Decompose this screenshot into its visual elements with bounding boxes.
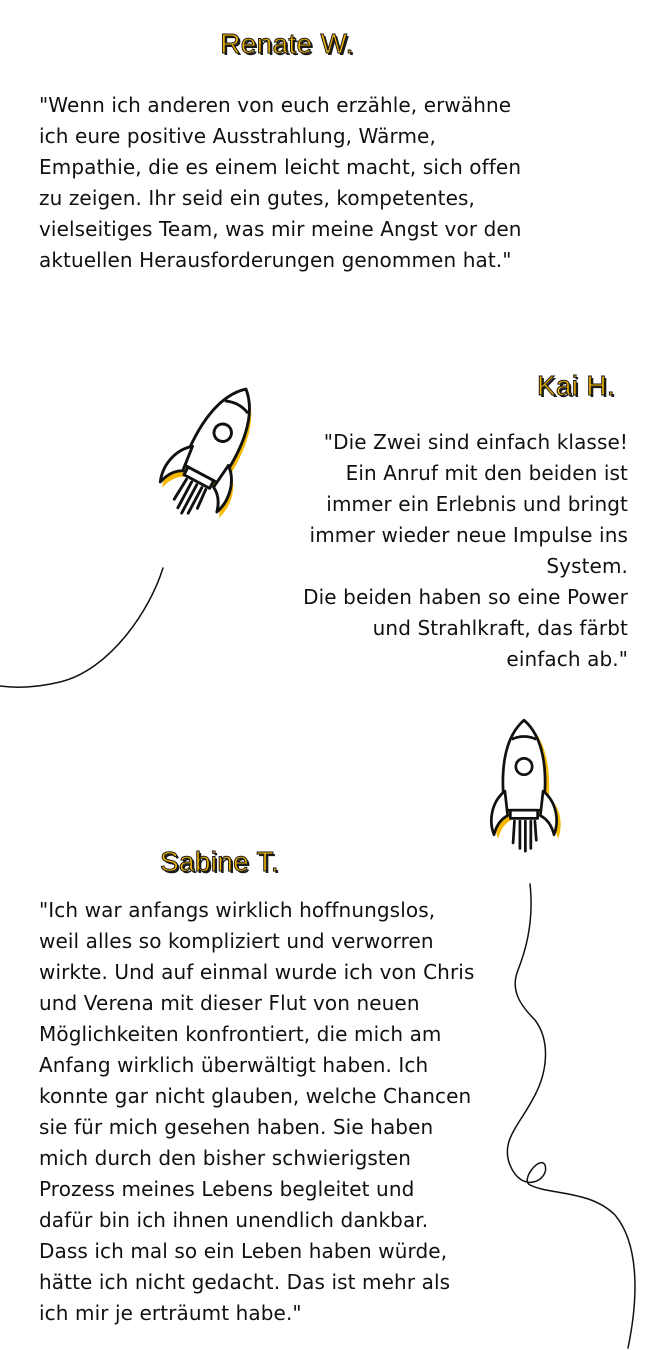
testimonial-name-sabine: Sabine T. [160,846,279,877]
testimonial-quote-sabine: "Ich war anfangs wirklich hoffnungslos, weil alles so kompliziert und verworren wirkte. Und auf einmal wurde ich von Chris und Verena mit dieser Flut von neuen Möglichkeiten konfrontiert, die mich am Anfang wirklich überwältigt haben. Ich konnte gar nicht glauben, welche Chancen sie für mich gesehen haben. Sie haben mich durch den bisher schwierigsten Prozess meines Lebens begleitet und dafür bin ich ihnen unendlich dankbar. Dass ich mal so ein Leben haben würde, hätte ich nicht gedacht. Das ist mehr als ich mir je erträumt habe." [39,898,475,1325]
testimonial-quote-renate: "Wenn ich anderen von euch erzähle, erwähne ich eure positive Ausstrahlung, Wärme, Empathie, die es einem leicht macht, sich offen zu zeigen. Ihr seid ein gutes, kompetentes, vielseitiges Team, was mir meine Angst vor den aktuellen Herausforderungen genommen hat." [39,93,522,272]
rocket-trail-line [490,880,650,1350]
testimonial-name-kai: Kai H. [536,370,615,401]
rocket-trail-line [0,560,170,695]
rocket-icon [480,712,568,862]
testimonial-quote-kai: "Die Zwei sind einfach klasse! Ein Anruf mit den beiden ist immer ein Erlebnis und bringt immer wieder neue Impulse ins System. Die beiden haben so eine Power und Strahlkraft, das färbt einfach ab." [303,430,628,671]
rocket-icon [150,372,275,532]
testimonial-name-renate: Renate W. [220,28,354,59]
